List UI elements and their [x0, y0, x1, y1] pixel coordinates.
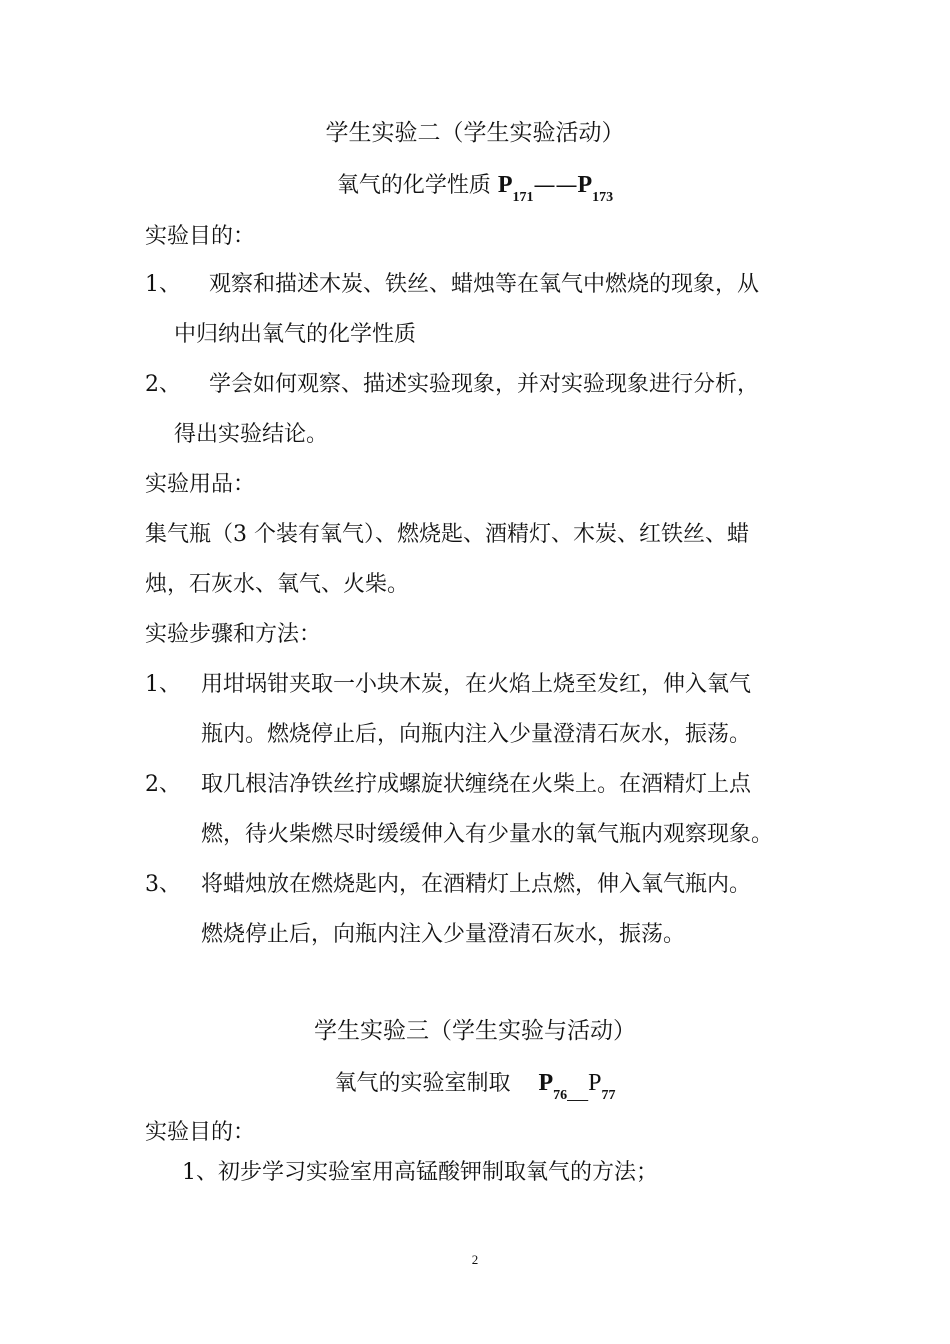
section2-step-3: [145, 870, 751, 900]
section2-purpose-1: [145, 270, 759, 300]
section3-subtitle-text: 氧气的实验室制取: [334, 1071, 511, 1096]
list-number: 1、: [145, 272, 181, 297]
list-number: 2、: [145, 772, 181, 797]
section2-step-1-cont: 瓶内。燃烧停止后，向瓶内注入少量澄清石灰水，振荡。: [201, 722, 752, 747]
section2-purpose-1-cont: 中归纳出氧气的化学性质: [174, 322, 417, 347]
section2-subtitle: [0, 170, 950, 213]
section2-page-ref-dash: ——: [533, 173, 578, 198]
list-item-text: 观察和描述木炭、铁丝、蜡烛等在氧气中燃烧的现象，从: [209, 272, 760, 297]
list-item-text: 取几根洁净铁丝拧成螺旋状缠绕在火柴上。在酒精灯上点: [201, 772, 752, 797]
section2-purpose-2-cont: 得出实验结论。: [174, 422, 329, 447]
section2-title: 学生实验二（学生实验活动）: [325, 120, 625, 146]
section2-materials-line1: 集气瓶（3 个装有氧气）、燃烧匙、酒精灯、木炭、红铁丝、蜡: [145, 522, 749, 547]
list-number: 3、: [145, 872, 181, 897]
list-number: 1、: [145, 672, 181, 697]
list-item-text: 学会如何观察、描述实验现象，并对实验现象进行分析，: [209, 372, 760, 397]
section2-page-ref-start-sub: 171: [512, 190, 534, 205]
section3-purpose-heading: 实验目的：: [145, 1120, 256, 1145]
section3-page-ref-start: P: [538, 1070, 554, 1096]
section2-step-2: [145, 770, 751, 800]
section2-subtitle-text: 氧气的化学性质: [336, 173, 491, 198]
section3-page-ref-start-sub: 76___: [553, 1088, 589, 1103]
section2-materials-line2: 烛，石灰水、氧气、火柴。: [145, 572, 410, 597]
section2-page-ref-end: P: [577, 172, 593, 198]
list-number: 2、: [145, 372, 181, 397]
list-item-text: 用坩埚钳夹取一小块木炭，在火焰上烧至发红，伸入氧气: [201, 672, 752, 697]
section3-page-ref-end: P: [588, 1070, 602, 1096]
page-number: 2: [471, 1252, 479, 1267]
section2-purpose-heading: 实验目的：: [145, 224, 256, 249]
section2-purpose-2: [145, 370, 759, 400]
section2-step-2-cont: 燃，待火柴燃尽时缓缓伸入有少量水的氧气瓶内观察现象。: [201, 822, 774, 847]
section2-materials-heading: 实验用品：: [145, 472, 256, 497]
section2-page-ref-end-sub: 173: [592, 190, 614, 205]
section2-page-ref-start: P: [497, 172, 513, 198]
section3-page-ref-end-sub: 77: [601, 1088, 616, 1103]
section3-title: 学生实验三（学生实验与活动）: [314, 1018, 636, 1044]
section3-subtitle: [0, 1068, 950, 1111]
section2-step-1: [145, 670, 751, 700]
section2-steps-heading: 实验步骤和方法：: [145, 622, 322, 647]
section3-purpose-1: 1、初步学习实验室用高锰酸钾制取氧气的方法；: [182, 1160, 658, 1185]
list-item-text: 将蜡烛放在燃烧匙内，在酒精灯上点燃，伸入氧气瓶内。: [201, 872, 752, 897]
section2-step-3-cont: 燃烧停止后，向瓶内注入少量澄清石灰水，振荡。: [201, 922, 686, 947]
